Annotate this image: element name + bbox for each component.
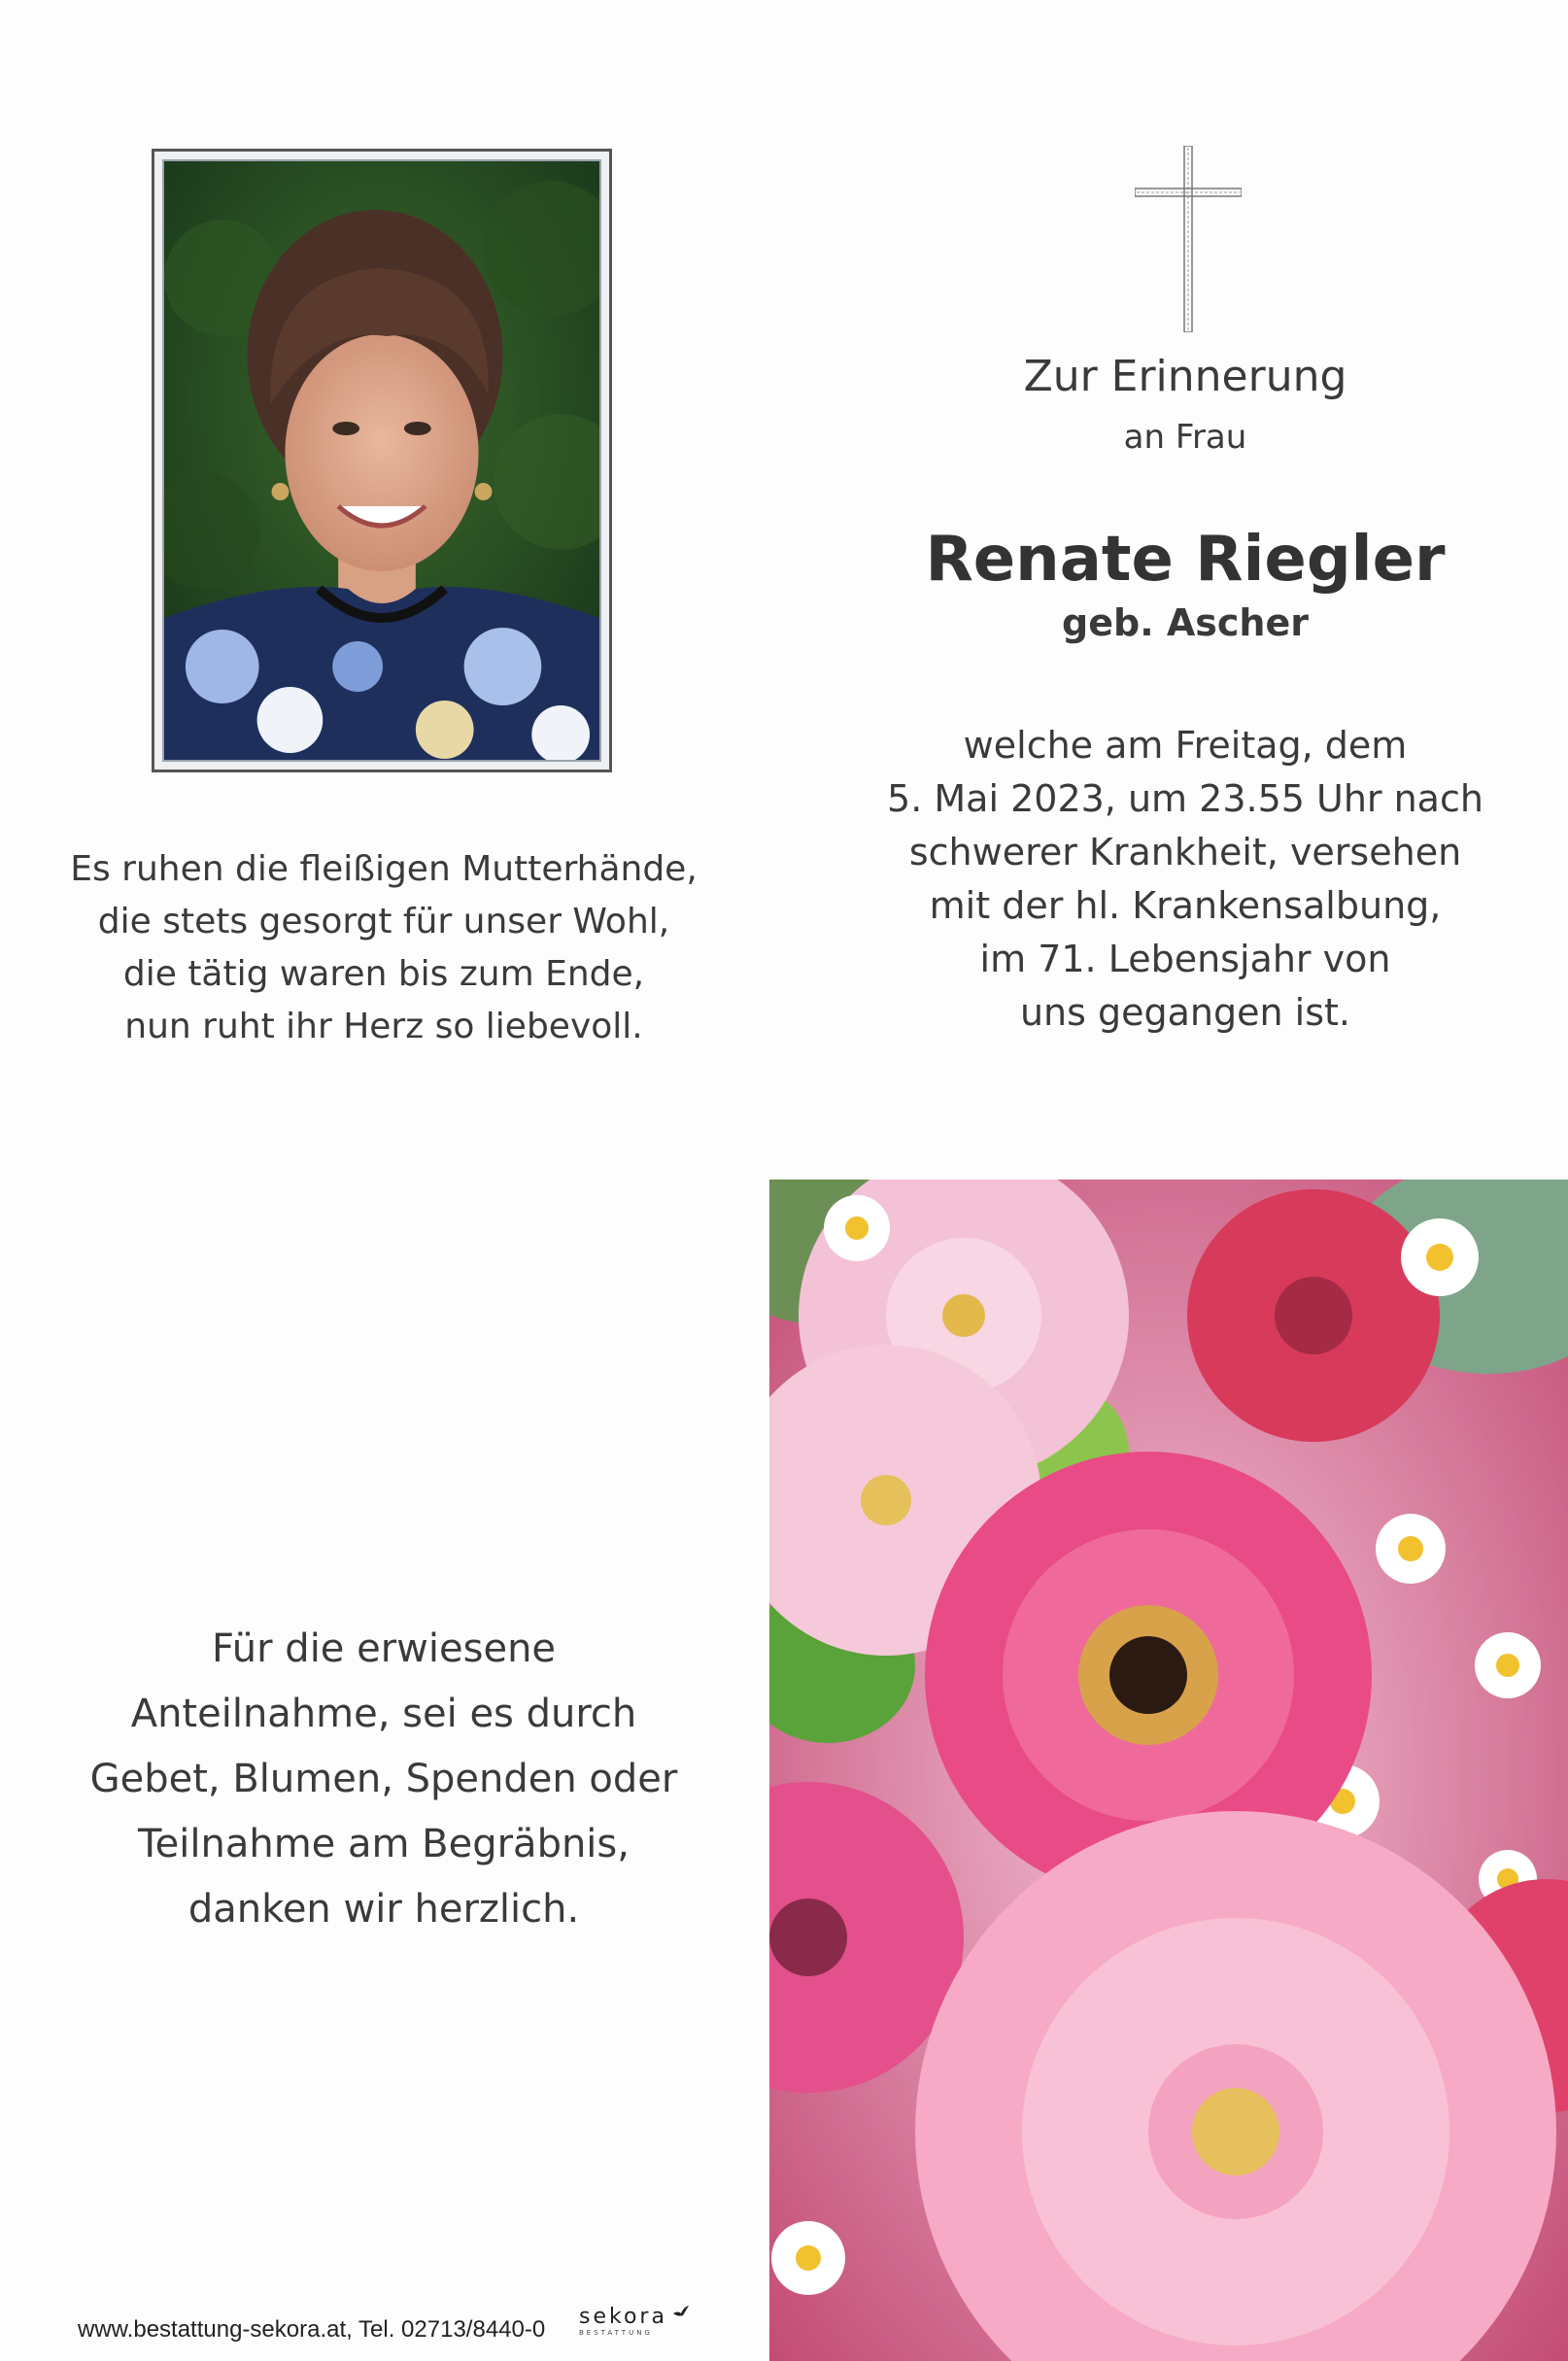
death-notice-line: mit der hl. Krankensalbung, [929,884,1442,927]
verse-line: nun ruht ihr Herz so liebevoll. [124,1007,643,1046]
portrait-photo-icon [162,159,601,762]
portrait-illustration [164,161,599,760]
verse-block [39,843,729,1053]
thanks-line: Für die erwiesene [211,1626,557,1671]
footer-contact: www.bestattung-sekora.at, Tel. 02713/8440-0 [78,2316,546,2343]
thanks-block [58,1617,709,1942]
verse-line: Es ruhen die fleißigen Mutterhände, [70,849,698,889]
logo-word: sekora [579,2305,667,2329]
logo-subtitle: BESTATTUNG [579,2329,653,2337]
verse-line: die stets gesorgt für unser Wohl, [97,902,670,941]
thanks-line: Gebet, Blumen, Spenden oder [89,1757,678,1801]
cross-icon [1135,146,1242,332]
thanks-line: Teilnahme am Begräbnis, [138,1822,630,1866]
death-notice-line: schwerer Krankheit, versehen [908,831,1462,873]
flowers-illustration [769,1180,1568,2361]
gerbera-flowers-icon [769,1180,1568,2361]
death-notice-line: 5. Mai 2023, um 23.55 Uhr nach [887,777,1483,820]
thanks-line: danken wir herzlich. [187,1887,580,1932]
bird-icon [672,2305,690,2320]
deceased-name: Renate Riegler [925,524,1446,596]
death-notice-line: im 71. Lebensjahr von [979,938,1391,980]
thanks-line: Anteilnahme, sei es durch [130,1692,637,1736]
intro-subtitle: an Frau [1123,418,1247,457]
death-notice [855,719,1516,1040]
death-notice-line: uns gegangen ist. [1019,991,1351,1034]
maiden-name: geb. Ascher [1062,601,1309,644]
portrait-frame [152,149,612,772]
sekora-logo [579,2305,696,2347]
verse-line: die tätig waren bis zum Ende, [122,954,645,994]
intro-title: Zur Erinnerung [1023,352,1347,401]
death-notice-line: welche am Freitag, dem [963,724,1408,767]
